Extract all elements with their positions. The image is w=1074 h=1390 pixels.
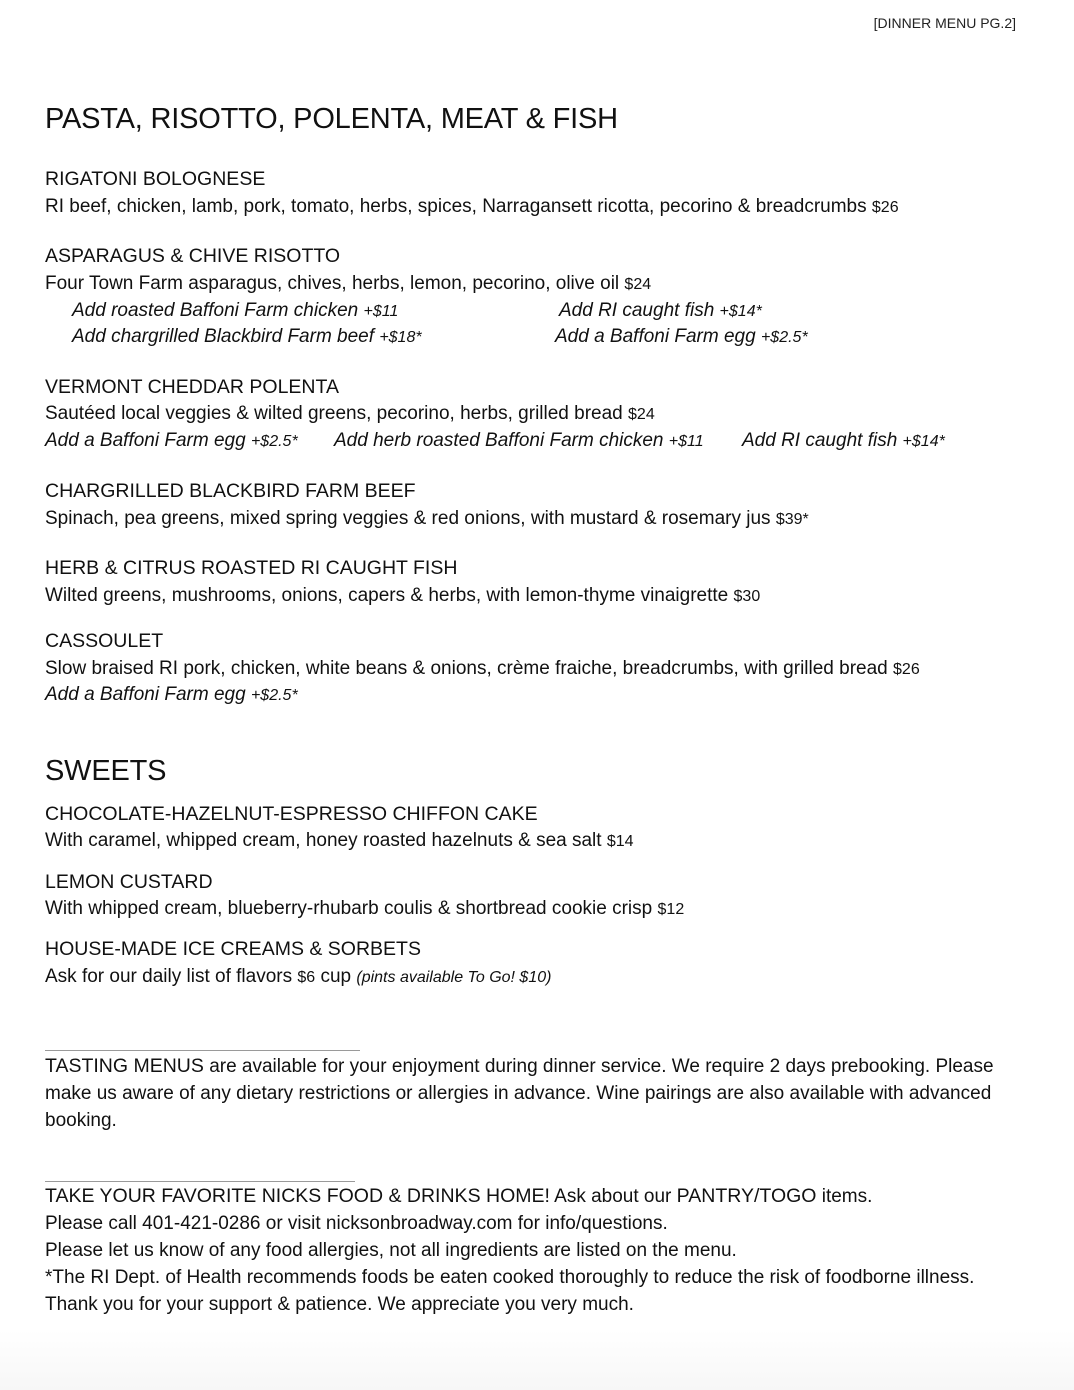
item-description-fish	[45, 585, 760, 607]
item-description-risotto	[45, 273, 651, 295]
item-title-rigatoni: RIGATONI BOLOGNESE	[45, 168, 266, 190]
takehome-mid: Ask about our	[554, 1186, 672, 1207]
tasting-menus-text: are available for your enjoyment during dinner service. We require 2 days prebooking. Please make us aware of any dietary restrictions or allergies in advance. Wine pairings are also available with advanced booking.	[45, 1056, 994, 1131]
page-bottom-shade	[0, 1330, 1074, 1390]
description-text: With caramel, whipped cream, honey roasted hazelnuts & sea salt	[45, 830, 602, 851]
addon-beef: Add chargrilled Blackbird Farm beef +$18*	[72, 326, 422, 347]
item-title-chiffon-cake: CHOCOLATE-HAZELNUT-ESPRESSO CHIFFON CAKE	[45, 803, 538, 825]
item-title-polenta: VERMONT CHEDDAR POLENTA	[45, 376, 339, 398]
item-title-lemon-custard: LEMON CUSTARD	[45, 871, 213, 893]
tasting-menus-lead: TASTING MENUS	[45, 1055, 204, 1077]
thank-you-line: Thank you for your support & patience. We appreciate you very much.	[45, 1294, 634, 1315]
item-description-ice-cream	[45, 966, 551, 988]
contact-line: Please call 401-421-0286 or visit nicksonbroadway.com for info/questions.	[45, 1213, 668, 1234]
divider	[45, 1181, 355, 1182]
section-title-sweets: SWEETS	[45, 755, 167, 787]
takehome-end: items.	[821, 1186, 873, 1207]
price: $24	[628, 406, 655, 423]
item-title-beef: CHARGRILLED BLACKBIRD FARM BEEF	[45, 480, 416, 502]
description-text: Spinach, pea greens, mixed spring veggies & red onions, with mustard & rosemary jus	[45, 508, 771, 529]
tasting-menus-paragraph	[45, 1053, 1035, 1134]
description-text: Ask for our daily list of flavors	[45, 966, 293, 987]
addon-egg: Add a Baffoni Farm egg +$2.5*	[555, 326, 808, 347]
description-text: Sautéed local veggies & wilted greens, pecorino, herbs, grilled bread	[45, 403, 623, 424]
item-description-chiffon-cake	[45, 830, 634, 852]
item-title-fish: HERB & CITRUS ROASTED RI CAUGHT FISH	[45, 557, 458, 579]
description-text: Slow braised RI pork, chicken, white beans & onions, crème fraiche, breadcrumbs, with grilled bread	[45, 658, 888, 679]
price: $26	[893, 661, 920, 678]
allergy-line: Please let us know of any food allergies, not all ingredients are listed on the menu.	[45, 1240, 737, 1261]
takehome-lead: TAKE YOUR FAVORITE NICKS FOOD & DRINKS HOME!	[45, 1185, 550, 1207]
item-description-polenta	[45, 403, 655, 425]
addon-chicken: Add roasted Baffoni Farm chicken +$11	[72, 300, 399, 321]
description-text: With whipped cream, blueberry-rhubarb coulis & shortbread cookie crisp	[45, 898, 653, 919]
item-description-rigatoni	[45, 196, 899, 218]
price: $12	[657, 901, 685, 918]
pints-note: (pints available To Go! $10)	[356, 969, 552, 986]
item-title-ice-cream: HOUSE-MADE ICE CREAMS & SORBETS	[45, 938, 421, 960]
description-text: Wilted greens, mushrooms, onions, capers & herbs, with lemon-thyme vinaigrette	[45, 585, 729, 606]
item-title-risotto: ASPARAGUS & CHIVE RISOTTO	[45, 245, 341, 267]
price: $30	[733, 588, 761, 605]
price: $14	[606, 833, 634, 850]
item-title-cassoulet: CASSOULET	[45, 630, 164, 652]
price: $6	[297, 969, 316, 986]
addon-egg: Add a Baffoni Farm egg +$2.5*	[45, 684, 298, 705]
item-description-lemon-custard	[45, 898, 684, 920]
takehome-paragraph	[45, 1183, 1035, 1318]
description-text: RI beef, chicken, lamb, pork, tomato, herbs, spices, Narragansett ricotta, pecorino & breadcrumbs	[45, 196, 867, 217]
price-suffix: cup	[320, 966, 352, 987]
health-notice-line: *The RI Dept. of Health recommends foods be eaten cooked thoroughly to reduce the risk of foodborne illness.	[45, 1267, 975, 1288]
divider	[45, 1050, 360, 1051]
pantry-togo: PANTRY/TOGO	[676, 1185, 817, 1207]
item-description-cassoulet	[45, 658, 920, 680]
addon-fish: Add RI caught fish +$14*	[742, 430, 945, 451]
section-title-mains: PASTA, RISOTTO, POLENTA, MEAT & FISH	[45, 103, 618, 135]
description-text: Four Town Farm asparagus, chives, herbs, lemon, pecorino, olive oil	[45, 273, 620, 294]
addon-egg: Add a Baffoni Farm egg +$2.5*	[45, 430, 298, 451]
page-label: [DINNER MENU PG.2]	[873, 15, 1016, 31]
item-description-beef	[45, 508, 809, 530]
addon-fish: Add RI caught fish +$14*	[559, 300, 762, 321]
price: $26	[871, 199, 899, 216]
price: $39*	[775, 511, 809, 528]
addon-chicken: Add herb roasted Baffoni Farm chicken +$11	[334, 430, 704, 451]
price: $24	[624, 276, 652, 293]
